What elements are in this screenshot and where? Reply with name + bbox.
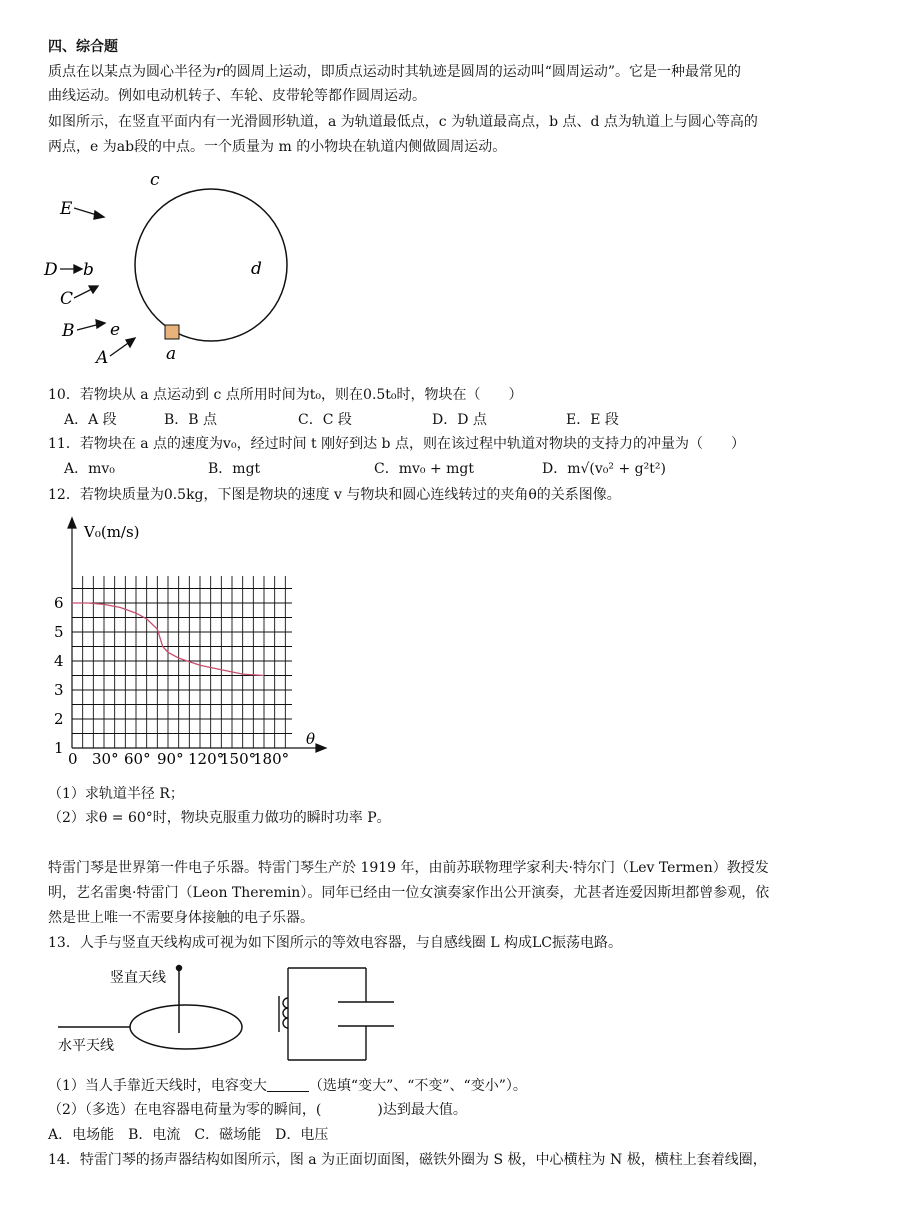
circular-track-figure [40, 168, 300, 373]
intro-text: 的圆周上运动，即质点运动时其轨迹是圆周的运动叫“圆周运动”。它是一种最常见的 [222, 64, 742, 80]
y-tick-label: 2 [54, 710, 64, 728]
q13-part-1 [48, 1076, 527, 1096]
intro-text: 质点在以某点为圆心半径为 [48, 64, 216, 80]
q13-part-1-hint: （选填“变大”、“不变”、“变小”）。 [308, 1078, 527, 1094]
x-tick-label: 150° [220, 750, 257, 768]
theremin-paragraph-line-1: 特雷门琴是世界第一件电子乐器。特雷门琴生产於 1919 年，由前苏联物理学家利夫·特尔门（Lev Termen）教授发 [48, 860, 769, 876]
q11-option: A．mv₀ [64, 461, 115, 477]
label-C: C [60, 289, 74, 309]
q10-option: B．B 点 [164, 412, 218, 428]
intro-paragraph-2-line-1: 如图所示，在竖直平面内有一光滑圆形轨道，a 为轨道最低点，c 为轨道最高点，b 点、d 点为轨道上与圆心等高的 [48, 114, 758, 130]
q13-answer-blank[interactable] [267, 1077, 309, 1092]
q10-option: D．D 点 [432, 412, 487, 428]
theremin-paragraph-line-3: 然是世上唯一不需要身体接触的电子乐器。 [48, 910, 314, 926]
block-square [165, 325, 179, 339]
x-tick-label: 0 [68, 750, 78, 768]
arrow-A [110, 338, 135, 356]
q11-option: B．mgt [208, 461, 261, 477]
y-tick-label: 1 [54, 739, 64, 757]
antenna-lc-circuit-figure [48, 960, 408, 1070]
intro-paragraph-2-line-2: 两点，e 为ab段的中点。一个质量为 m 的小物块在轨道内侧做圆周运动。 [48, 139, 507, 155]
q13-part-2: （2）（多选）在电容器电荷量为零的瞬间，( )达到最大值。 [48, 1102, 467, 1118]
y-tick-labels [54, 594, 64, 757]
x-tick-label: 120° [188, 750, 225, 768]
q11-options [64, 459, 666, 479]
intro-paragraph-1-line-2: 曲线运动。例如电动机转子、车轮、皮带轮等都作圆周运动。 [48, 88, 426, 104]
label-c: c [150, 170, 160, 190]
q10-option: C．C 段 [298, 412, 352, 428]
lc-circuit [279, 968, 394, 1060]
q12-part-1: （1）求轨道半径 R； [48, 786, 184, 802]
vertical-antenna-label: 竖直天线 [110, 970, 166, 986]
q11-option: D．m√(v₀² + g²t²) [542, 461, 666, 477]
label-D: D [44, 260, 58, 280]
y-tick-label: 3 [54, 681, 64, 699]
q12-part-2: （2）求θ = 60°时，物块克服重力做功的瞬时功率 P。 [48, 810, 391, 826]
intro-paragraph-1-line-1 [48, 62, 741, 82]
q13-stem: 13．人手与竖直天线构成可视为如下图所示的等效电容器，与自感线圈 L 构成LC振荡电路。 [48, 935, 623, 951]
velocity-angle-chart [40, 512, 340, 777]
label-a: a [166, 344, 177, 364]
label-d: d [251, 259, 262, 279]
arrow-B [77, 320, 105, 330]
y-tick-label: 6 [54, 594, 64, 612]
q11-stem: 11．若物块在 a 点的速度为v₀，经过时间 t 刚好到达 b 点，则在该过程中轨道对物块的支持力的冲量为（ ） [48, 436, 745, 452]
label-b: b [83, 260, 94, 280]
q10-options [64, 410, 619, 430]
q10-stem: 10．若物块从 a 点运动到 c 点所用时间为t₀，则在0.5t₀时，物块在（ ） [48, 387, 523, 403]
arrow-D [60, 265, 82, 273]
q10-option: E．E 段 [566, 412, 619, 428]
q10-option: A．A 段 [64, 412, 117, 428]
label-E: E [60, 199, 73, 219]
arrow-C [74, 286, 98, 298]
theremin-paragraph-line-2: 明，艺名雷奥·特雷门（Leon Theremin）。同年已经由一位女演奏家作出公开演奏，尤甚者连爱因斯坦都曾参观，依 [48, 885, 770, 901]
horizontal-antenna-label: 水平天线 [58, 1038, 114, 1054]
q12-stem: 12．若物块质量为0.5kg，下图是物块的速度 v 与物块和圆心连线转过的夹角θ的关系图像。 [48, 487, 621, 503]
y-axis-label: V₀(m/s) [84, 523, 140, 541]
q14-stem: 14．特雷门琴的扬声器结构如图所示，图 a 为正面切面图，磁铁外圈为 S 极，中心横柱为 N 极，横柱上套着线圈， [48, 1152, 767, 1168]
q13-options: A．电场能 B．电流 C．磁场能 D．电压 [48, 1127, 329, 1143]
radius-symbol: r [216, 64, 223, 80]
y-tick-label: 4 [54, 652, 64, 670]
x-tick-label: 60° [124, 750, 151, 768]
x-tick-label: 30° [92, 750, 119, 768]
q11-option: C．mv₀ + mgt [374, 461, 475, 477]
x-tick-label: 180° [253, 750, 290, 768]
y-axis [68, 518, 76, 748]
x-tick-labels [68, 750, 289, 768]
arrow-E [74, 208, 104, 219]
chart-grid [72, 576, 292, 748]
track-circle [135, 189, 287, 341]
section-title: 四、综合题 [48, 39, 118, 55]
x-axis-label: θ [306, 730, 316, 748]
x-tick-label: 90° [157, 750, 184, 768]
y-tick-label: 5 [54, 623, 64, 641]
q13-part-1-text: （1）当人手靠近天线时，电容变大 [48, 1078, 267, 1094]
label-A: A [96, 348, 109, 368]
label-B: B [62, 321, 75, 341]
label-e: e [110, 320, 121, 340]
